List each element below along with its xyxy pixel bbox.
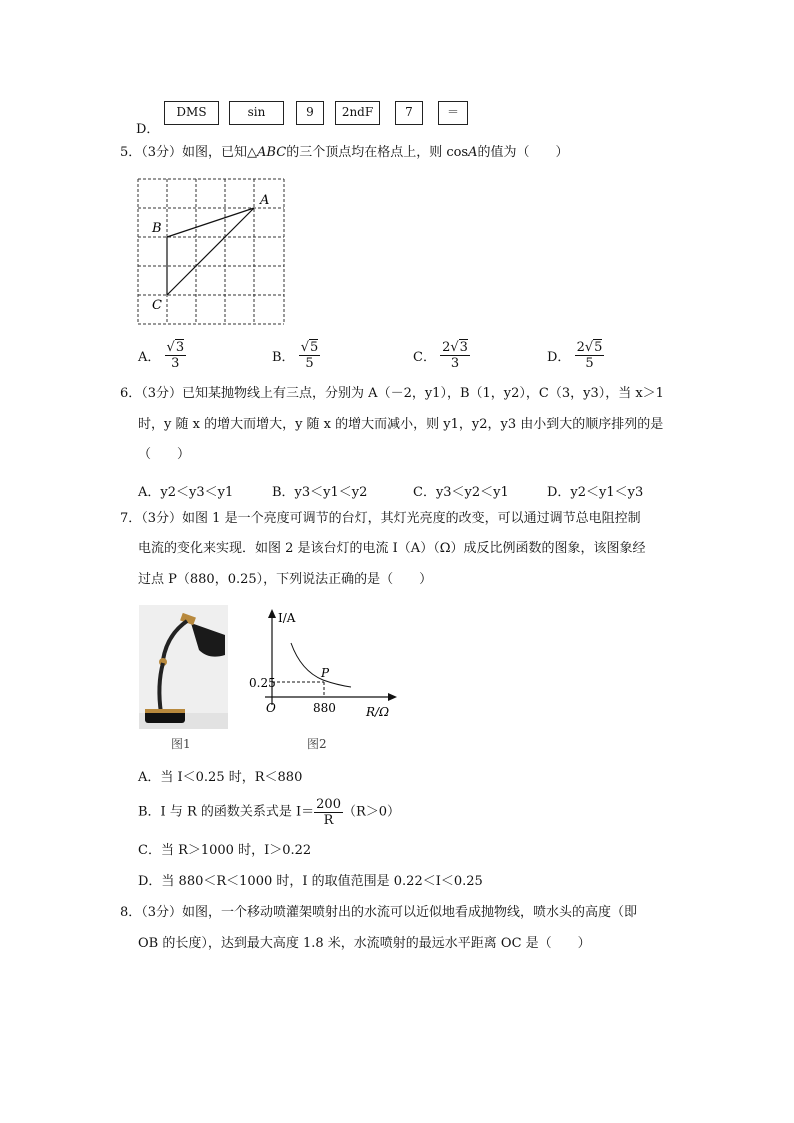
origin-label: O bbox=[266, 701, 276, 715]
x-tick-label: 880 bbox=[313, 701, 336, 715]
q7-line-3: 过点 P（880，0.25），下列说法正确的是（ ） bbox=[138, 572, 433, 587]
side-ac bbox=[167, 208, 254, 295]
q5-option-c: C． $\frac{2√3}{3}$ bbox=[413, 340, 468, 371]
q5-stem: 5．（3分）如图，已知△ABC的三个顶点均在格点上，则 cosA的值为（ ） bbox=[120, 145, 569, 160]
vertex-c-label: C bbox=[152, 298, 162, 313]
point-p-label: P bbox=[321, 666, 330, 680]
q8-line-2: OB 的长度），达到最大高度 1.8 米，水流喷射的最远水平距离 OC 是（ ） bbox=[138, 936, 591, 951]
x-axis-label: R/Ω bbox=[366, 705, 390, 719]
y-tick-label: 0.25 bbox=[249, 676, 276, 690]
q6-option-c: C．y3＜y2＜y1 bbox=[413, 485, 509, 500]
q5-option-b: B． $\frac{√5}{5}$ bbox=[272, 340, 319, 371]
inverse-curve bbox=[291, 643, 351, 687]
q7-graph bbox=[245, 605, 405, 727]
q7-fig2-caption: 图2 bbox=[307, 737, 327, 751]
q6-option-b: B．y3＜y1＜y2 bbox=[272, 485, 368, 500]
q6-line-3: （ ） bbox=[138, 447, 191, 462]
side-ab bbox=[167, 208, 254, 237]
q7-option-c: C．当 R＞1000 时，I＞0.22 bbox=[138, 843, 312, 858]
q7-option-d: D．当 880＜R＜1000 时，I 的取值范围是 0.22＜I＜0.25 bbox=[138, 874, 483, 889]
q6-line-2: 时，y 随 x 的增大而增大，y 随 x 的增大而减小，则 y1，y2，y3 由小到大的顺序排列的是 bbox=[138, 417, 664, 432]
q7-lamp-photo bbox=[139, 605, 228, 729]
q8-line-1: 8．（3分）如图，一个移动喷灌架喷射出的水流可以近似地看成抛物线，喷水头的高度（即 bbox=[120, 905, 638, 920]
q5-grid-figure bbox=[130, 172, 295, 330]
q6-line-1: 6．（3分）已知某抛物线上有三点，分别为 A（－2，y1），B（1，y2），C（3，y3），当 x＞1 bbox=[120, 386, 664, 401]
q7-option-a: A．当 I＜0.25 时，R＜880 bbox=[138, 770, 303, 785]
q7-fig1-caption: 图1 bbox=[171, 737, 191, 751]
q6-option-a: A．y2＜y3＜y1 bbox=[138, 485, 234, 500]
key-dms: DMS bbox=[164, 101, 219, 125]
q7-line-2: 电流的变化来实现．如图 2 是该台灯的电流 I（A）（Ω）成反比例函数的图象，该图象经 bbox=[138, 541, 646, 556]
q7-option-b: B．I 与 R 的函数关系式是 I＝ $\frac{200}{R}$ （R＞0） bbox=[138, 797, 401, 828]
x-axis-arrow bbox=[388, 693, 397, 701]
key-2ndf: 2ndF bbox=[335, 101, 380, 125]
key-9: 9 bbox=[296, 101, 324, 125]
q5-option-a: A． $\frac{√3}{3}$ bbox=[138, 340, 185, 371]
key-equals: ＝ bbox=[438, 101, 468, 125]
q6-option-d: D．y2＜y1＜y3 bbox=[547, 485, 644, 500]
q7-line-1: 7．（3分）如图 1 是一个亮度可调节的台灯，其灯光亮度的改变，可以通过调节总电阻控制 bbox=[120, 511, 641, 526]
y-axis-arrow bbox=[268, 609, 276, 618]
key-sin: sin bbox=[229, 101, 284, 125]
key-7: 7 bbox=[395, 101, 423, 125]
q5-option-d: D． $\frac{2√5}{5}$ bbox=[547, 340, 603, 371]
vertex-b-label: B bbox=[152, 221, 162, 236]
y-axis-label: I/A bbox=[278, 611, 296, 625]
vertex-a-label: A bbox=[260, 193, 270, 208]
q4-option-d-label: D． bbox=[136, 122, 160, 137]
